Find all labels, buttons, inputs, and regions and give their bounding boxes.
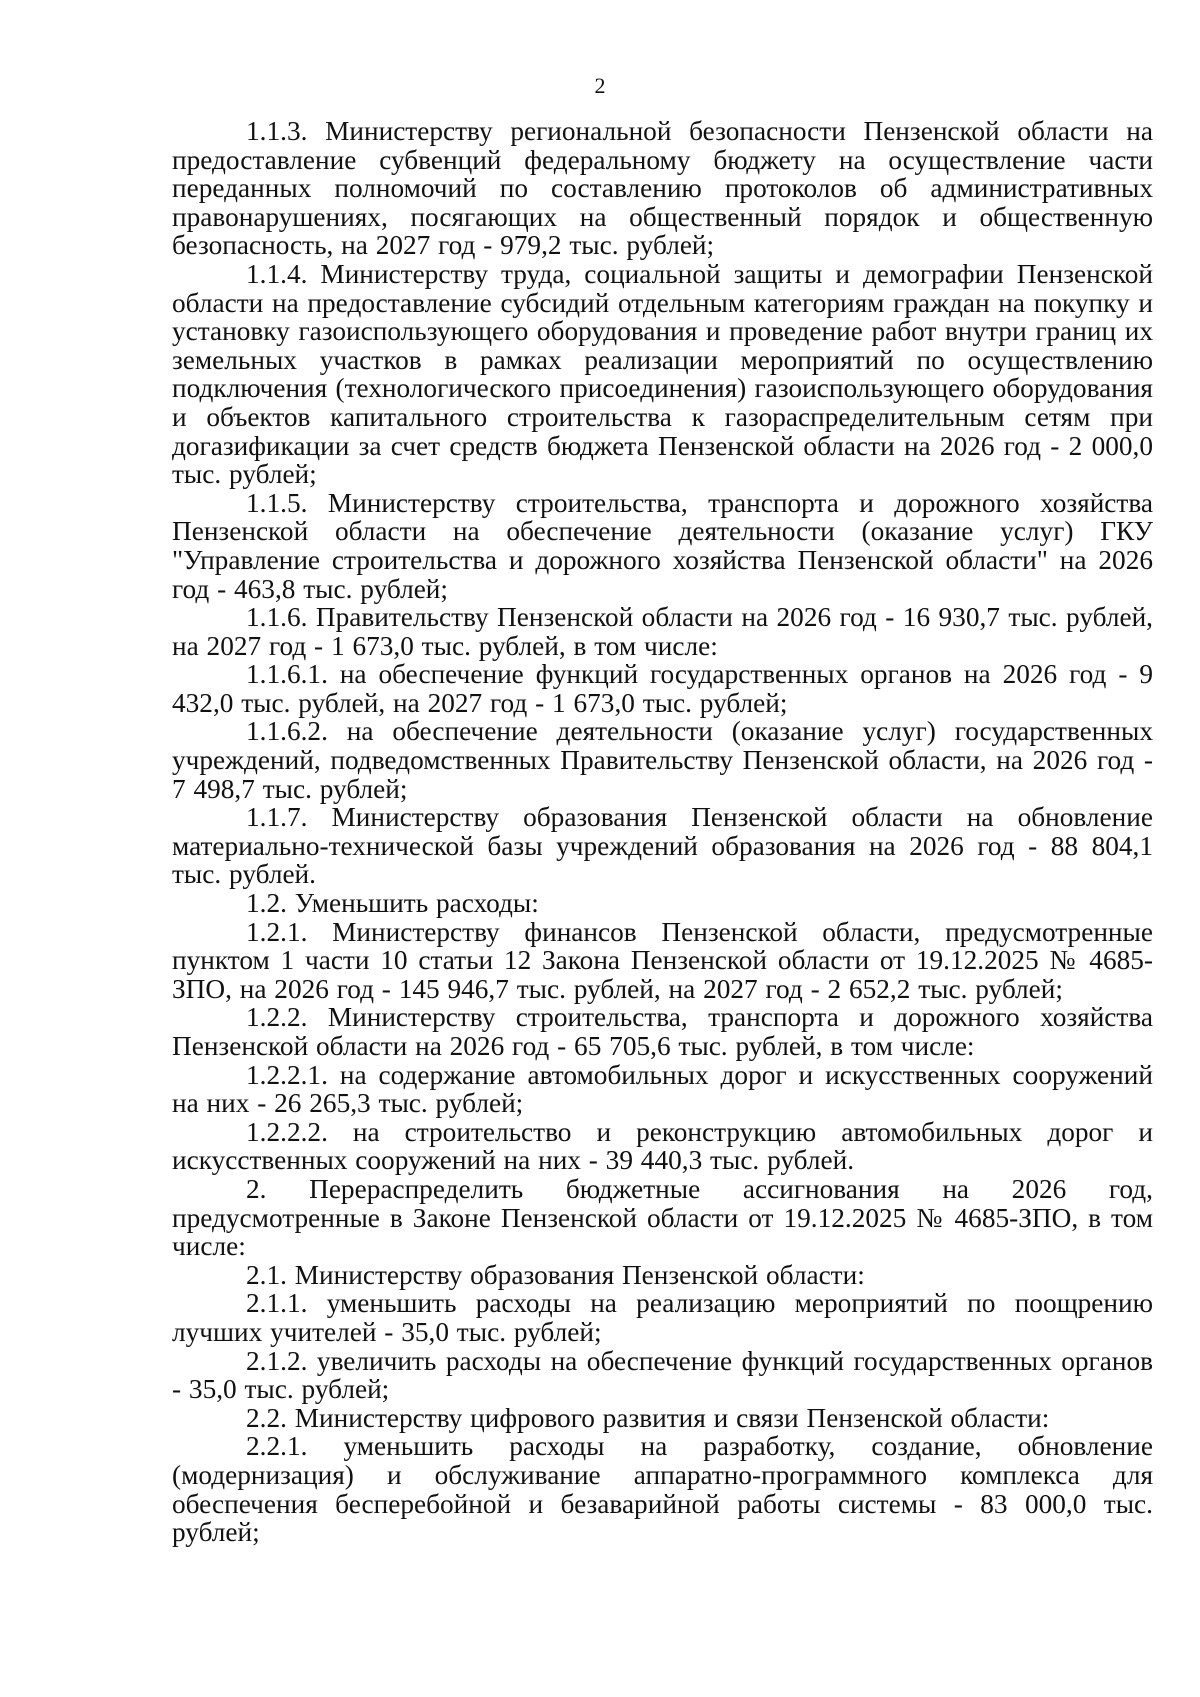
paragraph-2-1: 2.1. Министерству образования Пензенской области:: [246, 1259, 865, 1290]
paragraph-1-2-2-1: 1.2.2.1. на содержание автомобильных дорог и искусственных сооружений на них - 26 265,3 тыс. рублей;: [172, 1059, 1153, 1119]
paragraph-1-2-2: 1.2.2. Министерству строительства, транспорта и дорожного хозяйства Пензенской области на 2026 год - 65 705,6 тыс. рублей, в том числе:: [172, 1002, 1153, 1061]
paragraph-1-1-6-1: 1.1.6.1. на обеспечение функций государственных органов на 2026 год - 9 432,0 тыс. рублей, на 2027 год - 1 673,0 тыс. рублей;: [172, 659, 1153, 718]
paragraph-2-1-1: 2.1.1. уменьшить расходы на реализацию мероприятий по поощрению лучших учителей - 35,0 тыс. рублей;: [172, 1288, 1153, 1347]
paragraph-1-1-4: 1.1.4. Министерству труда, социальной защиты и демографии Пензенской области на предоставление субсидий отдельным категориям граждан на покупку и установку газоиспользующего оборудования и проведение работ внутри границ их земельных участков в рамках реализации мероприятий по осуществлению подключения (технологического присоединения) газоиспользующего оборудования и объектов капитального строительства к газораспределительным сетям при догазификации за счет средств бюджета Пензенской области на 2026 год - 2 000,0 тыс. рублей;: [172, 258, 1153, 490]
paragraph-1-1-3: 1.1.3. Министерству региональной безопасности Пензенской области на предоставление субвенций федеральному бюджету на осуществление части переданных полномочий по составлению протоколов об административных правонарушениях, посягающих на общественный порядок и общественную безопасность, на 2027 год - 979,2 тыс. рублей;: [172, 116, 1153, 261]
document-body: [172, 117, 1153, 1547]
paragraph-1-2-2-2: 1.2.2.2. на строительство и реконструкцию автомобильных дорог и искусственных сооружений на них - 39 440,3 тыс. рублей.: [172, 1116, 1153, 1176]
paragraph-2-1-2: 2.1.2. увеличить расходы на обеспечение функций государственных органов - 35,0 тыс. рублей;: [172, 1345, 1153, 1405]
paragraph-1-1-6: 1.1.6. Правительству Пензенской области на 2026 год - 16 930,7 тыс. рублей, на 2027 год - 1 673,0 тыс. рублей, в том числе:: [172, 602, 1153, 661]
paragraph-1-1-5: 1.1.5. Министерству строительства, транспорта и дорожного хозяйства Пензенской области на обеспечение деятельности (оказание услуг) ГКУ "Управление строительства и дорожного хозяйства Пензенской области" на 2026 год - 463,8 тыс. рублей;: [172, 487, 1153, 604]
paragraph-2-2-1: 2.2.1. уменьшить расходы на разработку, создание, обновление (модернизация) и обслуживание аппаратно-программного комплекса для обеспечения бесперебойной и безаварийной работы системы - 83 000,0 тыс. рублей;: [172, 1431, 1153, 1548]
paragraph-1-1-6-2: 1.1.6.2. на обеспечение деятельности (оказание услуг) государственных учреждений, подведомственных Правительству Пензенской области, на 2026 год - 7 498,7 тыс. рублей;: [172, 716, 1153, 804]
paragraph-1-2-1: 1.2.1. Министерству финансов Пензенской области, предусмотренные пунктом 1 части 10 статьи 12 Закона Пензенской области от 19.12.2025 № 4685-ЗПО, на 2026 год - 145 946,7 тыс. рублей, на 2027 год - 2 652,2 тыс. рублей;: [172, 916, 1153, 1004]
page-number: 2: [594, 73, 606, 98]
paragraph-2-2: 2.2. Министерству цифрового развития и связи Пензенской области:: [246, 1402, 1050, 1433]
paragraph-1-1-7: 1.1.7. Министерству образования Пензенской области на обновление материально-технической базы учреждений образования на 2026 год - 88 804,1 тыс. рублей.: [172, 802, 1153, 890]
paragraph-1-2: 1.2. Уменьшить расходы:: [246, 888, 539, 919]
paragraph-2: 2. Перераспределить бюджетные ассигнования на 2026 год, предусмотренные в Законе Пензенской области от 19.12.2025 № 4685-ЗПО, в том числе:: [172, 1173, 1153, 1262]
